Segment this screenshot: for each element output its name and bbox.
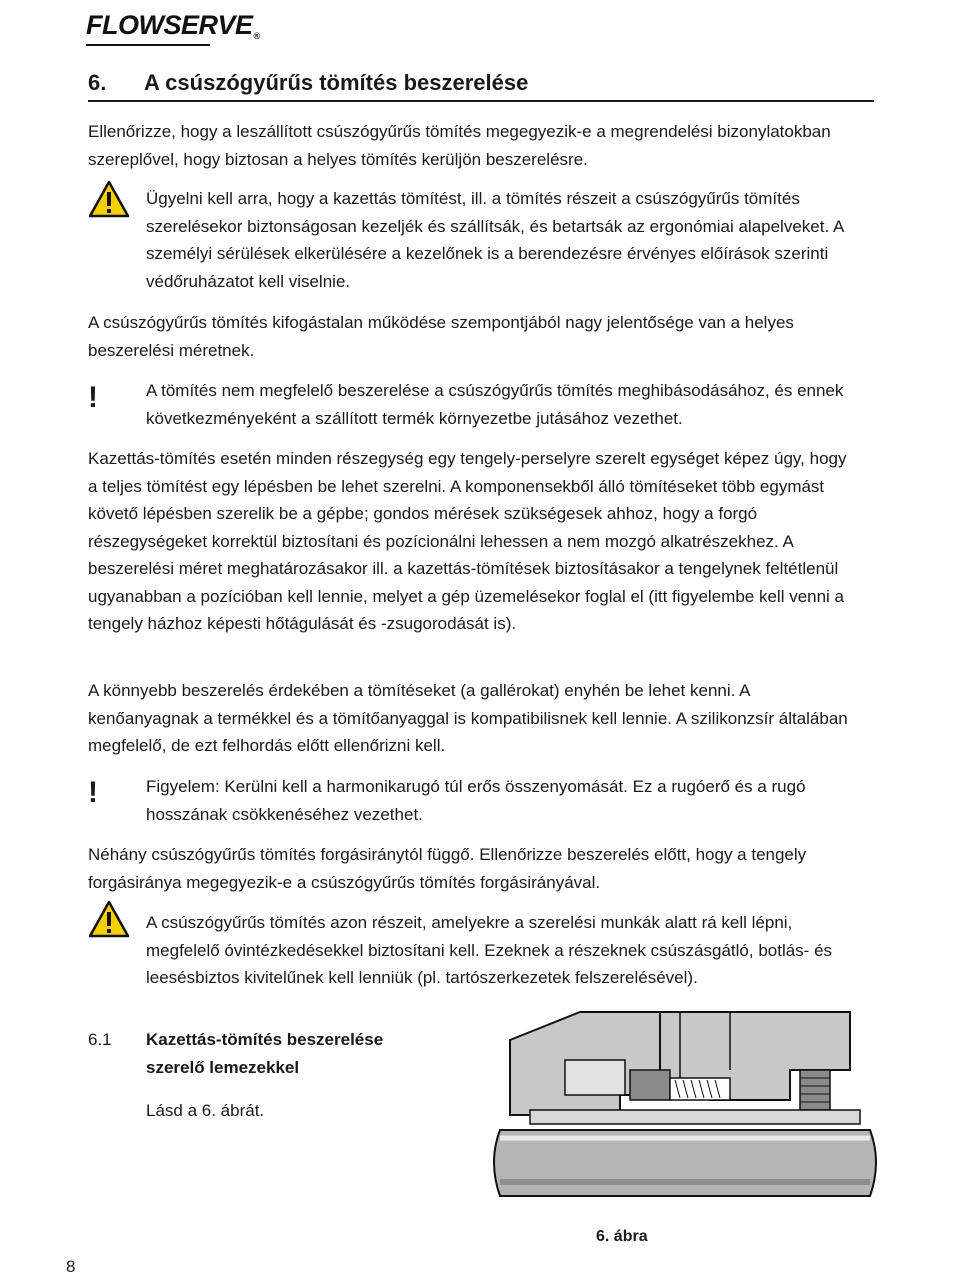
warning-triangle-icon bbox=[88, 180, 130, 218]
flowserve-logo bbox=[86, 10, 260, 41]
warning-paragraph-walking-surfaces: A csúszógyűrűs tömítés azon részeit, amelyekre a szerelési munkák alatt rá kell lépni, megfelelő óvintézkedésekkel biztosítani kell. Ezeknek a részeknek csúszásgátló, botlás- és leesésbiztos kivitelűnek kell lenniük (pl. tartószerkezetek felszerelésével). bbox=[146, 913, 833, 987]
cartridge-seal-drawing bbox=[470, 1000, 890, 1220]
subsection-number: 6.1 bbox=[88, 1030, 112, 1049]
section-number: 6. bbox=[88, 70, 107, 95]
logo-underline bbox=[86, 44, 210, 46]
notice-paragraph-bellows: Figyelem: Kerülni kell a harmonikarugó túl erős összenyomását. Ez a rugóerő és a rugó hosszának csökkenéséhez vezethet. bbox=[146, 777, 806, 824]
see-figure-text: Lásd a 6. ábrát. bbox=[146, 1101, 265, 1120]
subsection-title-line1: Kazettás-tömítés beszerelése bbox=[146, 1030, 384, 1049]
rotation-direction-paragraph: Néhány csúszógyűrűs tömítés forgásiránytól függő. Ellenőrizze beszerelés előtt, hogy a tengely forgásiránya megegyezik-e a csúszógyűrűs tömítés forgásirányával. bbox=[88, 845, 807, 892]
cartridge-seal-paragraph: Kazettás-tömítés esetén minden részegység egy tengely-perselyre szerelt egységet képez úgy, hogy a teljes tömítést egy lépésben be lehet szerelni. A komponensekből álló tömítéseket több egymást követő lépésben szerelik be a gépbe; gondos mérések szükségesek ahhoz, hogy a forgó részegységeket korrektül biztosítani és pozícionálni lehessen a nem mozgó alkatrészekhez. A beszerelési méret meghatározásakor ill. a kazettás-tömítések biztosításakor a tengelynek feltétlenül ugyanabban a pozícióban kell lennie, melyet a gép üzemelésekor foglal el (itt figyelembe kell venni a tengely házhoz képesti hőtágulását és -zsugorodását is). bbox=[88, 449, 847, 633]
lubrication-paragraph: A könnyebb beszerelés érdekében a tömítéseket (a gallérokat) enyhén be lehet kenni. A kenőanyagnak a termékkel és a tömítőanyaggal is kompatibilisnek kell lennie. A szilikonzsír általában megfelelő, de ezt felhordás előtt ellenőrizni kell. bbox=[88, 681, 848, 755]
logo-text: FLOWSERVE bbox=[86, 10, 253, 40]
subsection-title-line2: szerelő lemezekkel bbox=[146, 1057, 300, 1077]
intro-paragraph: Ellenőrizze, hogy a leszállított csúszógyűrűs tömítés megegyezik-e a megrendelési bizonylatokban szereplővel, hogy biztosan a helyes tömítés kerüljön beszerelésre. bbox=[88, 122, 831, 169]
installation-dimension-paragraph: A csúszógyűrűs tömítés kifogástalan működése szempontjából nagy jelentősége van a helyes beszerelési méretnek. bbox=[88, 313, 794, 360]
section-title bbox=[88, 68, 874, 102]
section-title-text: A csúszógyűrűs tömítés beszerelése bbox=[144, 70, 529, 95]
exclamation-icon: ! bbox=[88, 381, 98, 414]
figure-caption: 6. ábra bbox=[596, 1228, 648, 1245]
warning-triangle-icon bbox=[88, 900, 130, 938]
notice-paragraph-improper-install: A tömítés nem megfelelő beszerelése a csúszógyűrűs tömítés meghibásodásához, és ennek következményeként a szállított termék környezetbe jutásához vezethet. bbox=[146, 381, 844, 428]
page-number: 8 bbox=[66, 1257, 76, 1276]
exclamation-icon: ! bbox=[88, 776, 98, 809]
subsection-title bbox=[146, 1026, 446, 1081]
warning-paragraph-handling: Ügyelni kell arra, hogy a kazettás tömítést, ill. a tömítés részeit a csúszógyűrűs tömítés szerelésekor biztonságosan kezeljék és szállítsák, és betartsák az ergonómiai alapelveket. A személyi sérülések elkerülésére a kezelőnek is a berendezésre érvényes előírások szerinti védőruházatot kell viselnie. bbox=[146, 189, 844, 291]
logo-registered-mark: ® bbox=[253, 31, 260, 41]
